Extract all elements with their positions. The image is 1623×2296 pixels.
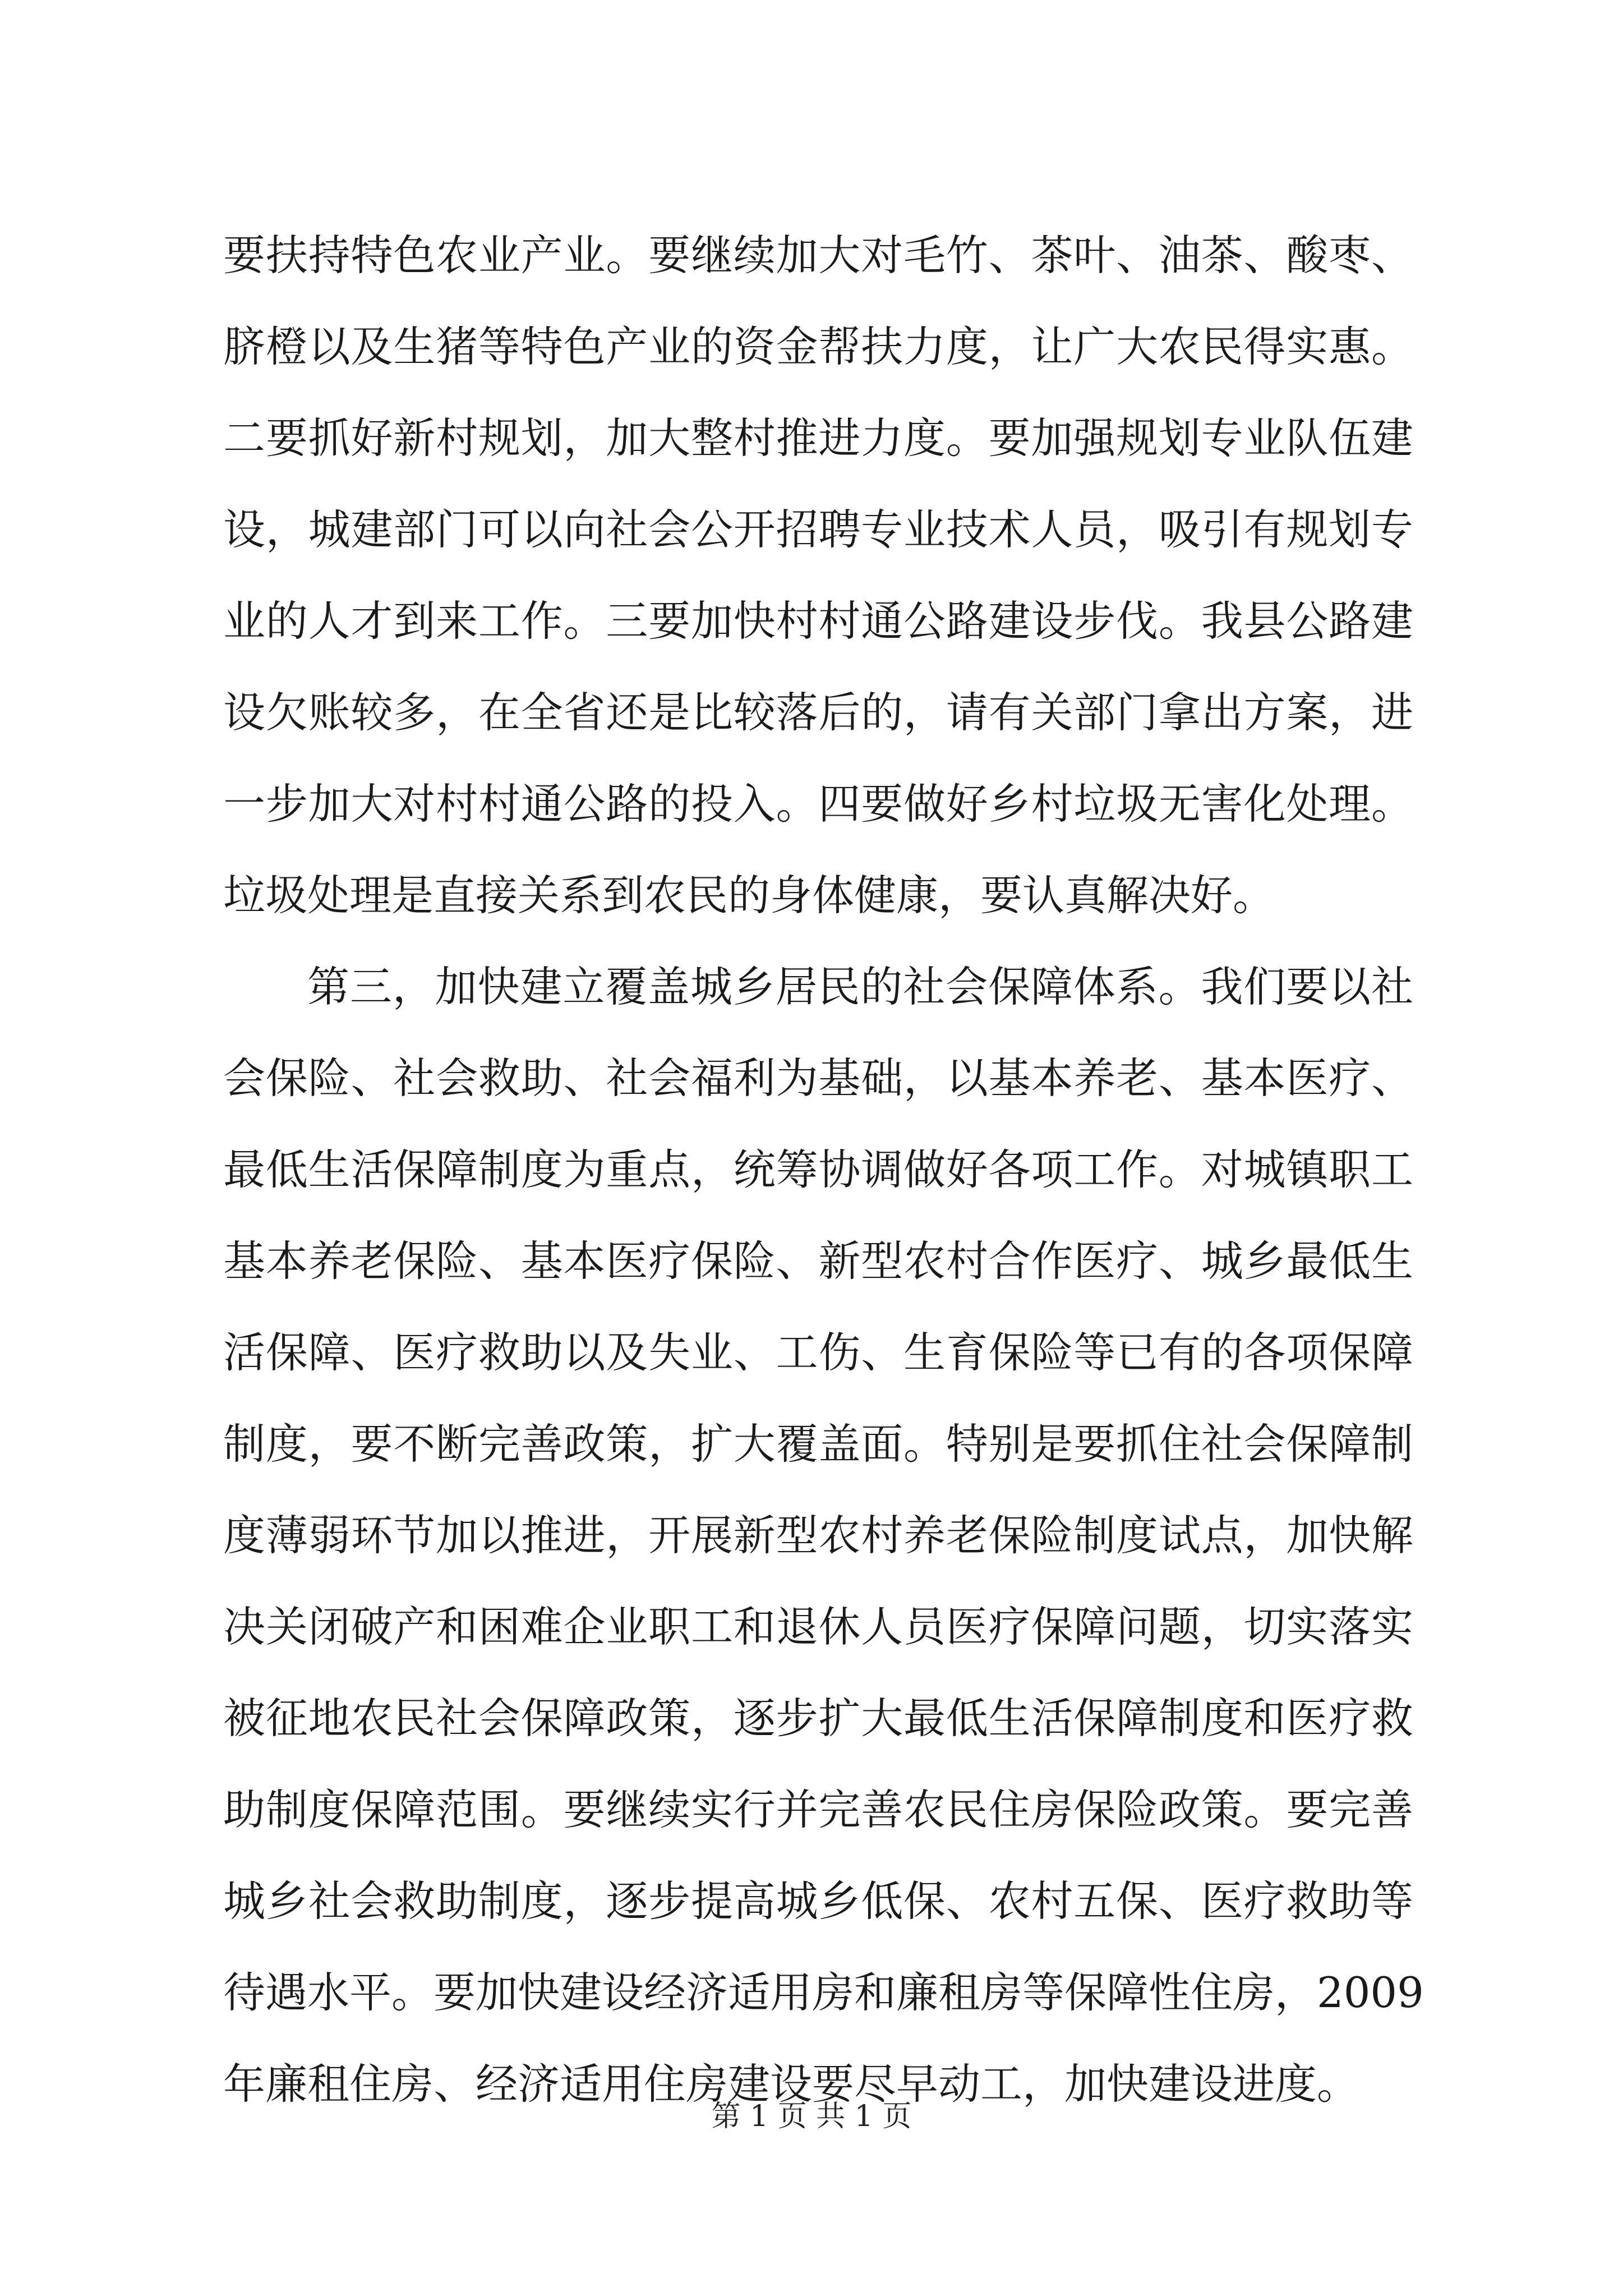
text-line: 脐橙以及生猪等特色产业的资金帮扶力度，让广大农民得实惠。 bbox=[223, 322, 1413, 371]
text-line: 城乡社会救助制度，逐步提高城乡低保、农村五保、医疗救助等 bbox=[223, 1876, 1413, 1926]
text-line: 决关闭破产和困难企业职工和退休人员医疗保障问题，切实落实 bbox=[223, 1602, 1413, 1651]
text-line: 要扶持特色农业产业。要继续加大对毛竹、茶叶、油茶、酸枣、 bbox=[223, 231, 1413, 280]
text-line: 二要抓好新村规划，加大整村推进力度。要加强规划专业队伍建 bbox=[223, 413, 1413, 463]
text-line: 垃圾处理是直接关系到农民的身体健康，要认真解决好。 bbox=[223, 871, 1275, 920]
text-line: 设欠账较多，在全省还是比较落后的，请有关部门拿出方案，进 bbox=[223, 688, 1413, 737]
text-line: 会保险、社会救助、社会福利为基础，以基本养老、基本医疗、 bbox=[223, 1053, 1413, 1103]
text-line: 助制度保障范围。要继续实行并完善农民住房保险政策。要完善 bbox=[223, 1785, 1413, 1834]
text-line: 设，城建部门可以向社会公开招聘专业技术人员，吸引有规划专 bbox=[223, 505, 1413, 554]
text-line: 基本养老保险、基本医疗保险、新型农村合作医疗、城乡最低生 bbox=[223, 1236, 1413, 1286]
text-line: 制度，要不断完善政策，扩大覆盖面。特别是要抓住社会保障制 bbox=[223, 1419, 1413, 1469]
text-line: 被征地农民社会保障政策，逐步扩大最低生活保障制度和医疗救 bbox=[223, 1694, 1413, 1743]
text-line: 年廉租住房、经济适用住房建设要尽早动工，加快建设进度。 bbox=[223, 2059, 1359, 2109]
text-line: 度薄弱环节加以推进，开展新型农村养老保险制度试点，加快解 bbox=[223, 1511, 1413, 1560]
paragraph-start-line: 第三，加快建立覆盖城乡居民的社会保障体系。我们要以社 bbox=[307, 962, 1413, 1011]
text-line: 一步加大对村村通公路的投入。四要做好乡村垃圾无害化处理。 bbox=[223, 779, 1413, 829]
text-line: 活保障、医疗救助以及失业、工伤、生育保险等已有的各项保障 bbox=[223, 1328, 1413, 1377]
body-text bbox=[223, 210, 1424, 2130]
text-line: 业的人才到来工作。三要加快村村通公路建设步伐。我县公路建 bbox=[223, 596, 1413, 646]
text-line: 待遇水平。要加快建设经济适用房和廉租房等保障性住房，2009 bbox=[223, 1968, 1424, 2017]
page-number-footer: 第 1 页 共 1 页 bbox=[711, 2100, 912, 2133]
text-line: 最低生活保障制度为重点，统筹协调做好各项工作。对城镇职工 bbox=[223, 1145, 1413, 1194]
